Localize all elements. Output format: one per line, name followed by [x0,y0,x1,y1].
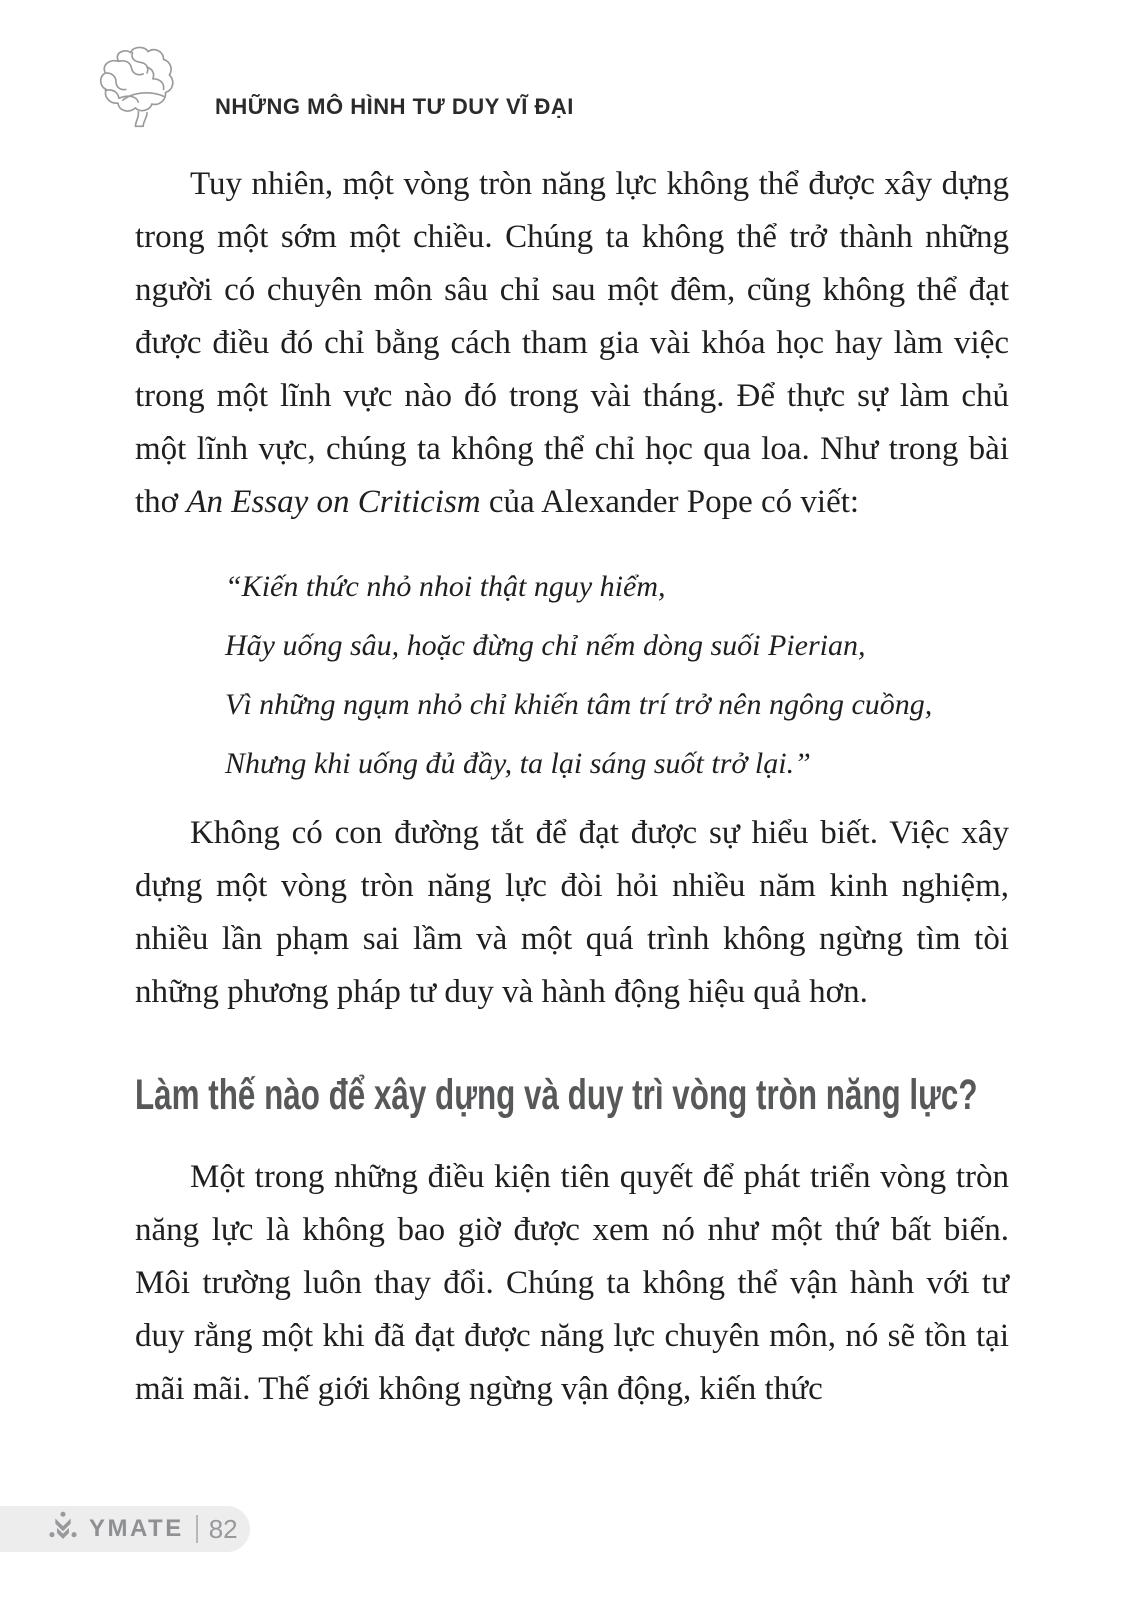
section-heading-text: Làm thế nào để xây dựng và duy trì vòng tròn năng lực? [135,1071,978,1119]
poem-line-4: Nhưng khi uống đủ đầy, ta lại sáng suốt trở lại.” [225,747,811,780]
poem-quote [225,549,1009,807]
running-head-title: NHỮNG MÔ HÌNH TƯ DUY VĨ ĐẠI [215,94,574,119]
section-heading [135,1071,1009,1133]
page-number: 82 [208,1513,238,1544]
footer-brand: YMATE [89,1515,184,1542]
brain-icon [84,40,181,142]
poem-line-3: Vì những ngụm nhỏ chỉ khiến tâm trí trở nên ngông cuồng, [225,688,933,721]
poem-title-italic: An Essay on Criticism [186,484,481,520]
paragraph-1-text: Tuy nhiên, một vòng tròn năng lực không thể được xây dựng trong một sớm một chiều. Chúng ta không thể trở thành những người có chuyên môn sâu chỉ sau một đêm, cũng không thể đạt được điều đó chỉ bằng cách tham gia vài khóa học hay làm việc trong một lĩnh vực nào đó trong vài tháng. Để thực sự làm chủ một lĩnh vực, chúng ta không thể chỉ học qua loa. Như trong bài thơ [135,166,1009,520]
page-body [135,158,1009,1416]
paragraph-2: Không có con đường tắt để đạt được sự hiểu biết. Việc xây dựng một vòng tròn năng lực đòi hỏi nhiều năm kinh nghiệm, nhiều lần phạm sai lầm và một quá trình không ngừng tìm tòi những phương pháp tư duy và hành động hiệu quả hơn. [135,815,1009,1010]
poem-line-1: “Kiến thức nhỏ nhoi thật nguy hiểm, [225,570,666,603]
paragraph-1 [135,158,1009,529]
paragraph-3: Một trong những điều kiện tiên quyết để phát triển vòng tròn năng lực là không bao giờ được xem nó như một thứ bất biến. Môi trường luôn thay đổi. Chúng ta không thể vận hành với tư duy rằng một khi đã đạt được năng lực chuyên môn, nó sẽ tồn tại mãi mãi. Thế giới không ngừng vận động, kiến thức [135,1159,1009,1407]
page-header [0,0,1142,150]
ymate-logo-icon [46,1510,80,1549]
poem-line-2: Hãy uống sâu, hoặc đừng chỉ nếm dòng suối Pierian, [225,629,866,662]
footer-divider [196,1515,198,1543]
footer-pill [0,1506,250,1552]
paragraph-1-tail: của Alexander Pope có viết: [480,484,860,520]
